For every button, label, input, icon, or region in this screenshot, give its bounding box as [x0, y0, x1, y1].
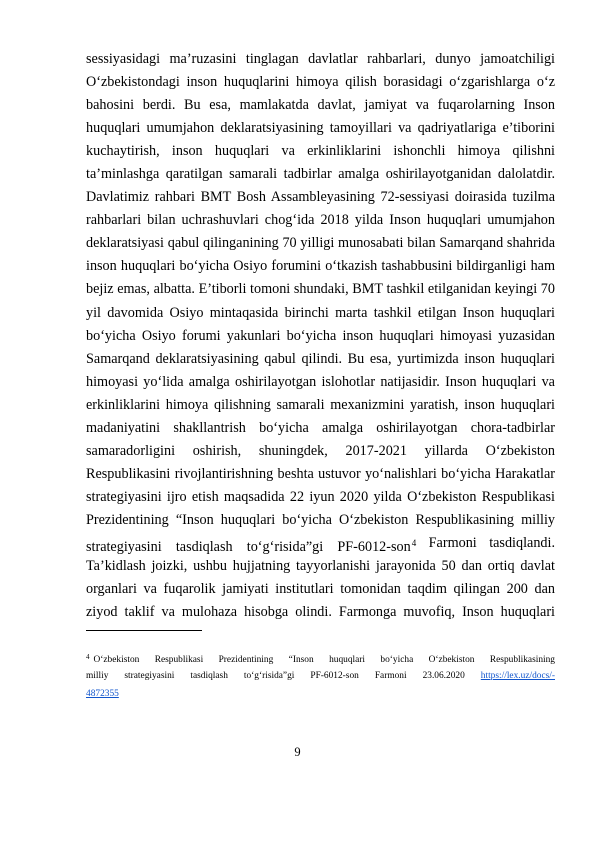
text-line: Davlatimiz rahbari BMT Bosh Assambleyasining 72-sessiyasi doirasida tuzilma — [86, 189, 555, 206]
footnote-link[interactable]: https://lex.uz/docs/- — [480, 670, 555, 681]
text-line: bahosini berdi. Bu esa, mamlakatda davlat, jamiyat va fuqarolarning Inson — [86, 97, 555, 114]
text-line: deklaratsiyasi qabul qilinganining 70 yilligi munosabati bilan Samarqand shahrida — [86, 235, 555, 252]
text-line: bo‘yicha Osiyo forumi yakunlari bo‘yicha inson huquqlari himoyasi yuzasidan — [86, 327, 555, 344]
footnote-mark: 4 — [86, 653, 90, 661]
text-line: samaradorligini oshirish, shuningdek, 2017-2021 yillarda O‘zbekiston — [86, 442, 555, 459]
footnote-line — [86, 667, 555, 686]
footnote-line — [86, 685, 555, 704]
text-line: ta’minlashga qaratilgan samarali tadbirlar amalga oshirilayotganidan dalolatdir. — [86, 166, 555, 183]
text-line: Respublikasini rivojlantirishning beshta ustuvor yo‘nalishlari bo‘yicha Harakatlar — [86, 465, 555, 482]
text-line: bejiz emas, albatta. E’tiborli tomoni shundaki, BMT tashkil etilganidan keyingi 70 — [86, 281, 555, 298]
text-segment: Farmoni — [428, 534, 477, 551]
text-line: Ta’kidlash joizki, ushbu hujjatning tayyorlanishi jarayonida 50 dan ortiq davlat — [86, 558, 555, 575]
text-line: Prezidentining “Inson huquqlari bo‘yicha O‘zbekiston Respublikasining milliy — [86, 511, 555, 528]
text-line: ziyod taklif va mulohaza hisobga olindi. Farmonga muvofiq, Inson huquqlari — [86, 604, 555, 621]
text-segment — [86, 532, 416, 555]
text-line: kuchaytirish, inson huquqlari va erkinliklarini ishonchli himoya qilishni — [86, 143, 555, 160]
body-text — [86, 48, 555, 624]
text-line: O‘zbekistondagi inson huquqlarini himoya qilish borasidagi o‘zgarishlarga o‘z — [86, 74, 555, 91]
text-line: strategiyasini ijro etish maqsadida 22 iyun 2020 yilda O‘zbekiston Respublikasi — [86, 488, 555, 505]
text-line: huquqlari umumjahon deklaratsiyasining tamoyillari va qadriyatlariga e’tiborini — [86, 120, 555, 137]
text-line: rahbarlari bilan uchrashuvlari chog‘ida 2018 yilda Inson huquqlari umumjahon — [86, 212, 555, 229]
footnote-link-continuation[interactable]: 4872355 — [86, 689, 119, 699]
footnote — [86, 648, 555, 704]
text-line-with-footnote-ref — [86, 532, 555, 555]
text-line: Samarqand deklaratsiyasining qabul qilindi. Bu esa, yurtimizda inson huquqlari — [86, 350, 555, 367]
footnote-text: milliy strategiyasini tasdiqlash to‘g‘risida”gi PF-6012-son Farmoni 23.06.2020 — [86, 670, 465, 681]
footnote-separator — [86, 630, 202, 631]
text-segment: tasdiqlandi. — [489, 534, 555, 551]
page-number: 9 — [294, 745, 301, 759]
text-line: organlari va fuqarolik jamiyati institutlari tomonidan taqdim qilingan 200 dan — [86, 581, 555, 598]
text-segment-main: strategiyasini tasdiqlash to‘g‘risida”gi PF-6012-son — [86, 538, 411, 555]
text-line: inson huquqlari bo‘yicha Osiyo forumini o‘tkazish tashabbusini bildirganligi ham — [86, 258, 555, 275]
footnote-reference[interactable]: 4 — [411, 537, 417, 548]
footnote-line — [86, 648, 555, 667]
text-line: himoyasi yo‘lida amalga oshirilayotgan islohotlar natijasidir. Inson huquqlari va — [86, 373, 555, 390]
text-line: yil davomida Osiyo mintaqasida birinchi marta tashkil etilgan Inson huquqlari — [86, 304, 555, 321]
text-line: erkinliklarini himoya qilishning samarali mexanizmini yaratish, inson huquqlari — [86, 396, 555, 413]
text-line: sessiyasidagi ma’ruzasini tinglagan davlatlar rahbarlari, dunyo jamoatchiligi — [86, 51, 555, 67]
text-line: madaniyatini shakllantrish bo‘yicha amalga oshirilayotgan chora-tadbirlar — [86, 419, 555, 436]
footnote-text: O‘zbekiston Respublikasi Prezidentining “Inson huquqlari bo‘yicha O‘zbekiston Respublikasining — [93, 655, 555, 665]
